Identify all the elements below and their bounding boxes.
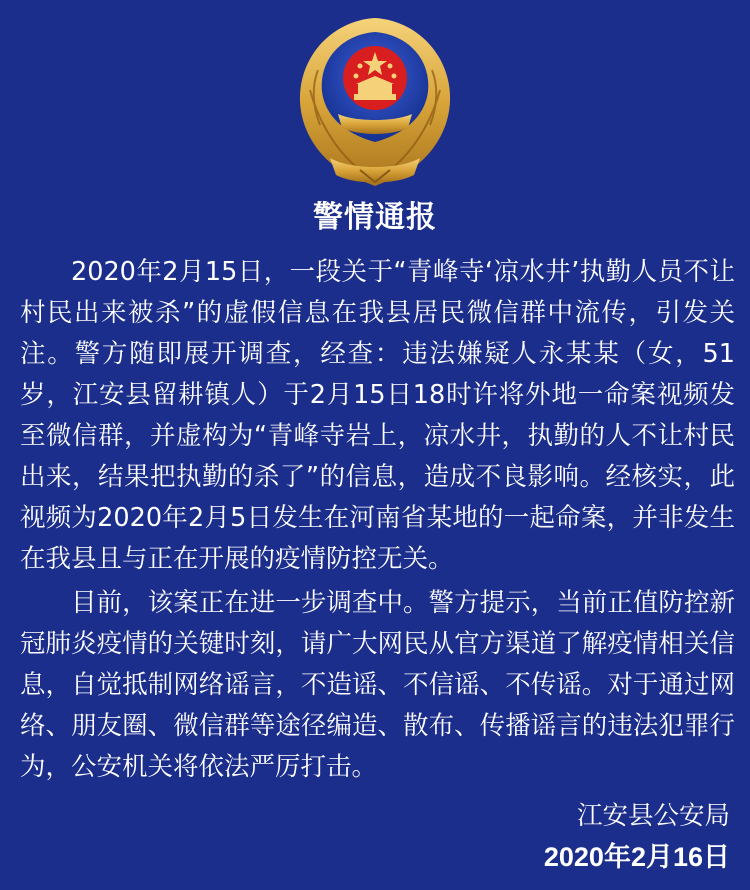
paragraph: 2020年2月15日，一段关于“青峰寺‘凉水井’执勤人员不让村民出来被杀”的虚假信息在我县居民微信群中流传，引发关注。警方随即展开调查，经查：违法嫌疑人永某某（女，51岁，江安县留耕镇人）于2月15日18时许将外地一命案视频发至微信群，并虚构为“青峰寺岩上，凉水井，执勤的人不让村民出来，结果把执勤的杀了”的信息，造成不良影响。经核实，此视频为2020年2月5日发生在河南省某地的一起命案，并非发生在我县且与正在开展的疫情防控无关。 <box>20 257 735 574</box>
notice-body <box>20 252 735 788</box>
paragraph: 目前，该案正在进一步调查中。警方提示，当前正值防控新冠肺炎疫情的关键时刻，请广大网民从官方渠道了解疫情相关信息，自觉抵制网络谣言，不造谣、不信谣、不传谣。对于通过网络、朋友圈、微信群等途径编造、散布、传播谣言的违法犯罪行为，公安机关将依法严厉打击。 <box>20 588 735 782</box>
page-title: 警情通报 <box>313 200 437 235</box>
signature-issuer: 江安县公安局 <box>576 801 730 831</box>
police-emblem-icon <box>290 10 460 190</box>
signature-date: 2020年2月16日 <box>543 842 730 872</box>
signature-block <box>544 796 730 878</box>
